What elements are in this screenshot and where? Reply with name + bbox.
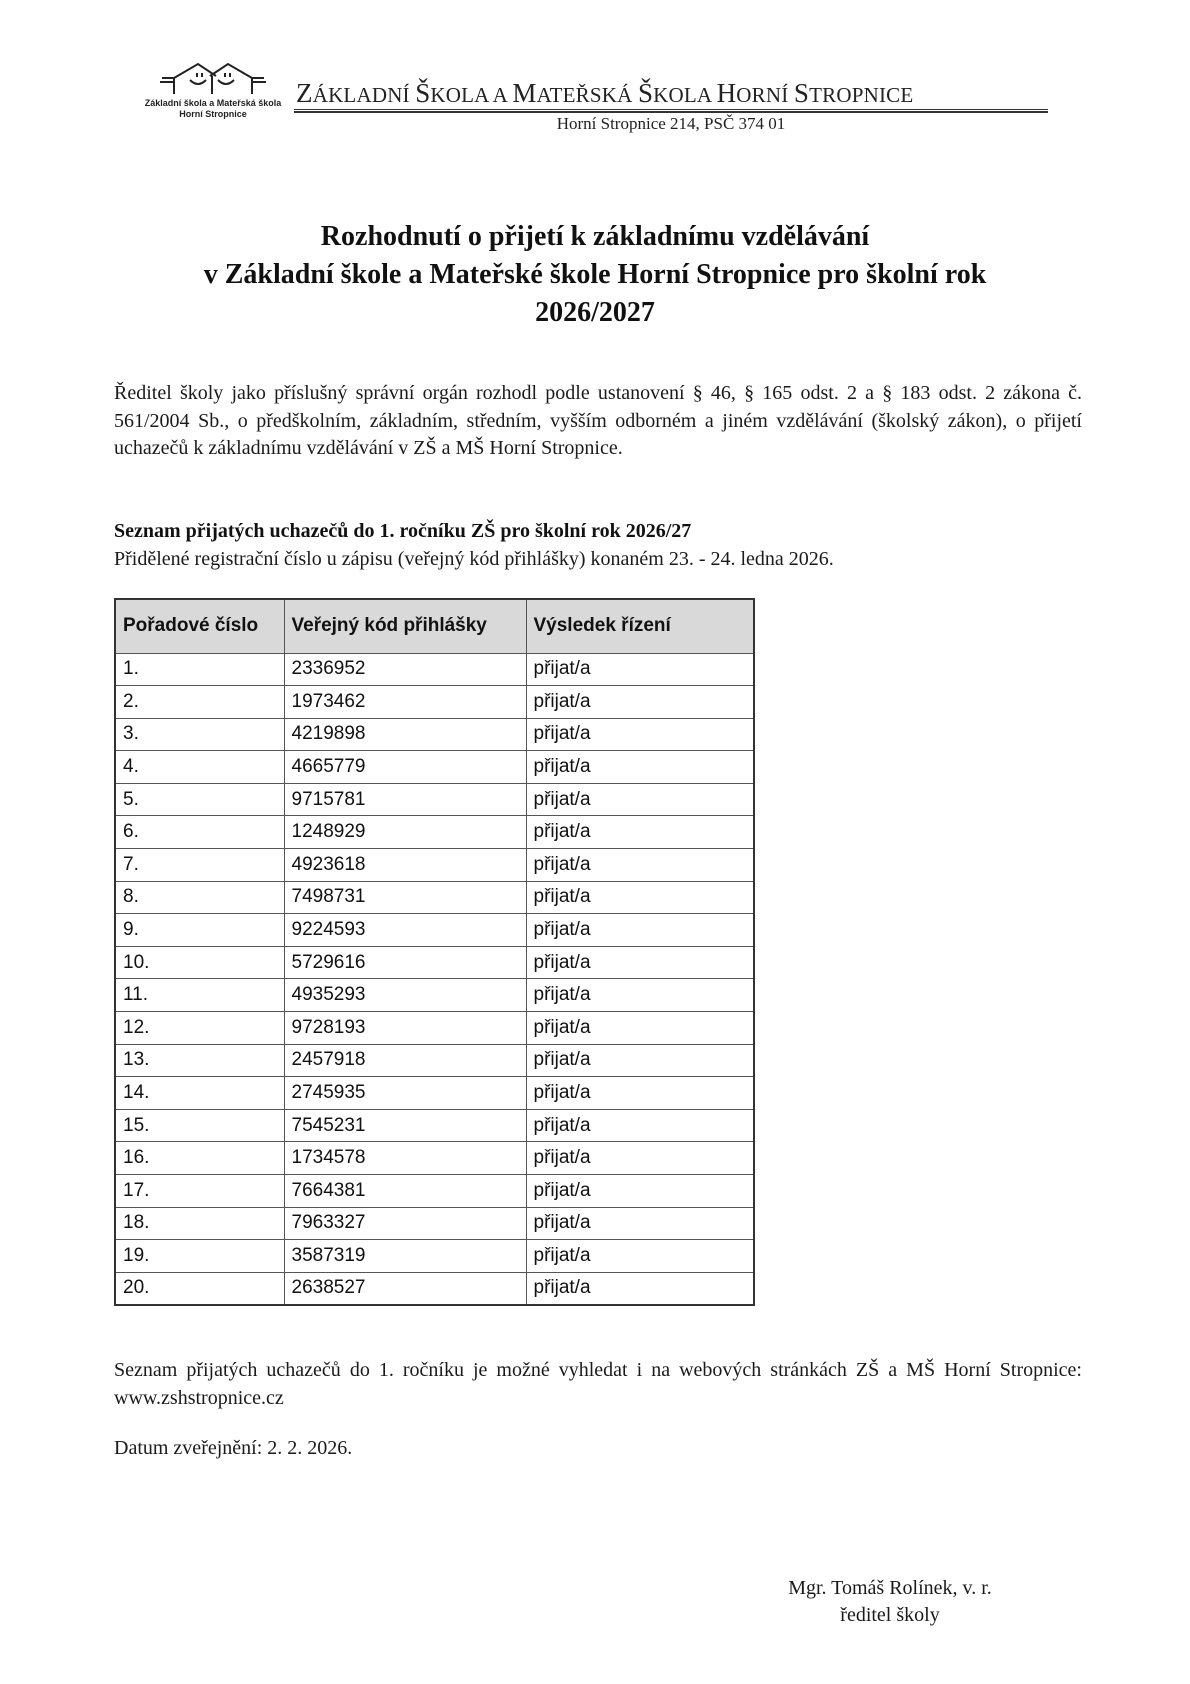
- cell-order: 10.: [115, 946, 284, 979]
- header-rule-thick: [294, 111, 1048, 113]
- cell-result: přijat/a: [526, 718, 754, 751]
- cell-result: přijat/a: [526, 751, 754, 784]
- cell-result: přijat/a: [526, 881, 754, 914]
- school-name-cap: S: [793, 78, 810, 108]
- intro-paragraph: Ředitel školy jako příslušný správní orgán rozhodl podle ustanovení § 46, § 165 odst. 2 a § 183 odst. 2 zákona č. 561/2004 Sb., o předškolním, základním, středním, vyšším odborném a jiném vzdělávání (školský zákon), o přijetí uchazečů k základnímu vzdělávání v ZŠ a MŠ Horní Stropnice.: [114, 382, 1082, 459]
- table-row: [115, 816, 754, 849]
- cell-code: 7545231: [284, 1109, 526, 1142]
- table-row: [115, 979, 754, 1012]
- cell-result: přijat/a: [526, 849, 754, 882]
- cell-order: 9.: [115, 914, 284, 947]
- accepted-applicants-table: [114, 598, 755, 1306]
- school-name-rest: KOLA: [653, 83, 717, 107]
- table-row: [115, 751, 754, 784]
- cell-order: 20.: [115, 1272, 284, 1305]
- school-name-cap: H: [716, 78, 737, 108]
- list-heading: Seznam přijatých uchazečů do 1. ročníku ZŠ pro školní rok 2026/27: [114, 520, 692, 542]
- cell-code: 7498731: [284, 881, 526, 914]
- cell-code: 7664381: [284, 1175, 526, 1208]
- table-row: [115, 1175, 754, 1208]
- list-subheading: Přidělené registrační číslo u zápisu (veřejný kód přihlášky) konaném 23. - 24. ledna 2026.: [114, 548, 834, 570]
- cell-result: přijat/a: [526, 1240, 754, 1273]
- table-row: [115, 1077, 754, 1110]
- cell-order: 4.: [115, 751, 284, 784]
- school-logo: [138, 60, 288, 124]
- cell-order: 7.: [115, 849, 284, 882]
- cell-result: přijat/a: [526, 914, 754, 947]
- cell-order: 14.: [115, 1077, 284, 1110]
- cell-order: 15.: [115, 1109, 284, 1142]
- cell-code: 1734578: [284, 1142, 526, 1175]
- column-header-code: Veřejný kód přihlášky: [284, 599, 526, 653]
- table-row: [115, 653, 754, 686]
- signatory-role: ředitel školy: [840, 1604, 940, 1626]
- school-name-rest: ATEŘSKÁ: [536, 83, 638, 107]
- cell-result: přijat/a: [526, 816, 754, 849]
- cell-order: 1.: [115, 653, 284, 686]
- school-name-cap: Z: [296, 78, 313, 108]
- table-row: [115, 686, 754, 719]
- table-row: [115, 881, 754, 914]
- school-name: [296, 77, 1048, 111]
- cell-order: 5.: [115, 783, 284, 816]
- cell-code: 2745935: [284, 1077, 526, 1110]
- table-row: [115, 849, 754, 882]
- cell-order: 6.: [115, 816, 284, 849]
- cell-code: 2336952: [284, 653, 526, 686]
- logo-text-line1: Základní škola a Mateřská škola: [144, 98, 282, 108]
- signature-block: [740, 1575, 1040, 1629]
- cell-code: 1973462: [284, 686, 526, 719]
- cell-code: 9728193: [284, 1012, 526, 1045]
- table-row: [115, 1109, 754, 1142]
- table-row: [115, 718, 754, 751]
- title-line-2: v Základní škole a Mateřské škole Horní Stropnice pro školní rok: [203, 259, 987, 290]
- school-name-rest: TROPNICE: [809, 83, 914, 107]
- cell-result: přijat/a: [526, 653, 754, 686]
- cell-result: přijat/a: [526, 979, 754, 1012]
- cell-order: 8.: [115, 881, 284, 914]
- table-row: [115, 1012, 754, 1045]
- cell-code: 2638527: [284, 1272, 526, 1305]
- table-row: [115, 1272, 754, 1305]
- cell-code: 3587319: [284, 1240, 526, 1273]
- cell-code: 2457918: [284, 1044, 526, 1077]
- signatory-name: Mgr. Tomáš Rolínek, v. r.: [788, 1577, 992, 1599]
- header-rule: [294, 109, 1048, 110]
- cell-result: přijat/a: [526, 946, 754, 979]
- table-row: [115, 1240, 754, 1273]
- cell-result: přijat/a: [526, 686, 754, 719]
- cell-code: 4665779: [284, 751, 526, 784]
- cell-result: přijat/a: [526, 1044, 754, 1077]
- cell-order: 12.: [115, 1012, 284, 1045]
- publication-date: Datum zveřejnění: 2. 2. 2026.: [114, 1437, 353, 1459]
- school-name-cap: Š: [415, 78, 431, 108]
- cell-result: přijat/a: [526, 1207, 754, 1240]
- website-note: Seznam přijatých uchazečů do 1. ročníku je možné vyhledat i na webových stránkách ZŠ a MŠ Horní Stropnice: www.zshstropnice.cz: [114, 1359, 1082, 1409]
- cell-result: přijat/a: [526, 1012, 754, 1045]
- cell-result: přijat/a: [526, 1109, 754, 1142]
- column-header-result: Výsledek řízení: [526, 599, 754, 653]
- cell-result: přijat/a: [526, 783, 754, 816]
- cell-order: 17.: [115, 1175, 284, 1208]
- logo-text-line2: Horní Stropnice: [179, 109, 247, 119]
- cell-order: 11.: [115, 979, 284, 1012]
- table-row: [115, 1044, 754, 1077]
- cell-order: 18.: [115, 1207, 284, 1240]
- table-row: [115, 1142, 754, 1175]
- cell-code: 9224593: [284, 914, 526, 947]
- table-header-row: [115, 599, 754, 653]
- school-name-rest: ORNÍ: [736, 83, 794, 107]
- table-row: [115, 914, 754, 947]
- cell-result: přijat/a: [526, 1142, 754, 1175]
- cell-code: 5729616: [284, 946, 526, 979]
- cell-code: 9715781: [284, 783, 526, 816]
- table-row: [115, 946, 754, 979]
- cell-code: 4923618: [284, 849, 526, 882]
- table-row: [115, 1207, 754, 1240]
- document-title: [100, 218, 1090, 332]
- cell-code: 7963327: [284, 1207, 526, 1240]
- title-line-3: 2026/2027: [535, 297, 655, 328]
- cell-order: 19.: [115, 1240, 284, 1273]
- cell-code: 4219898: [284, 718, 526, 751]
- cell-order: 2.: [115, 686, 284, 719]
- title-line-1: Rozhodnutí o přijetí k základnímu vzdělávání: [320, 221, 870, 252]
- school-name-cap: M: [512, 78, 537, 108]
- table-row: [115, 783, 754, 816]
- cell-order: 13.: [115, 1044, 284, 1077]
- cell-result: přijat/a: [526, 1272, 754, 1305]
- cell-code: 4935293: [284, 979, 526, 1012]
- cell-result: přijat/a: [526, 1175, 754, 1208]
- cell-code: 1248929: [284, 816, 526, 849]
- houses-logo-icon: [160, 60, 266, 96]
- column-header-order: Pořadové číslo: [115, 599, 284, 653]
- cell-result: přijat/a: [526, 1077, 754, 1110]
- cell-order: 16.: [115, 1142, 284, 1175]
- cell-order: 3.: [115, 718, 284, 751]
- school-address: Horní Stropnice 214, PSČ 374 01: [556, 114, 786, 133]
- school-name-cap: Š: [637, 78, 654, 108]
- school-name-rest: KOLA A: [430, 83, 513, 107]
- school-name-rest: ÁKLADNÍ: [312, 83, 416, 107]
